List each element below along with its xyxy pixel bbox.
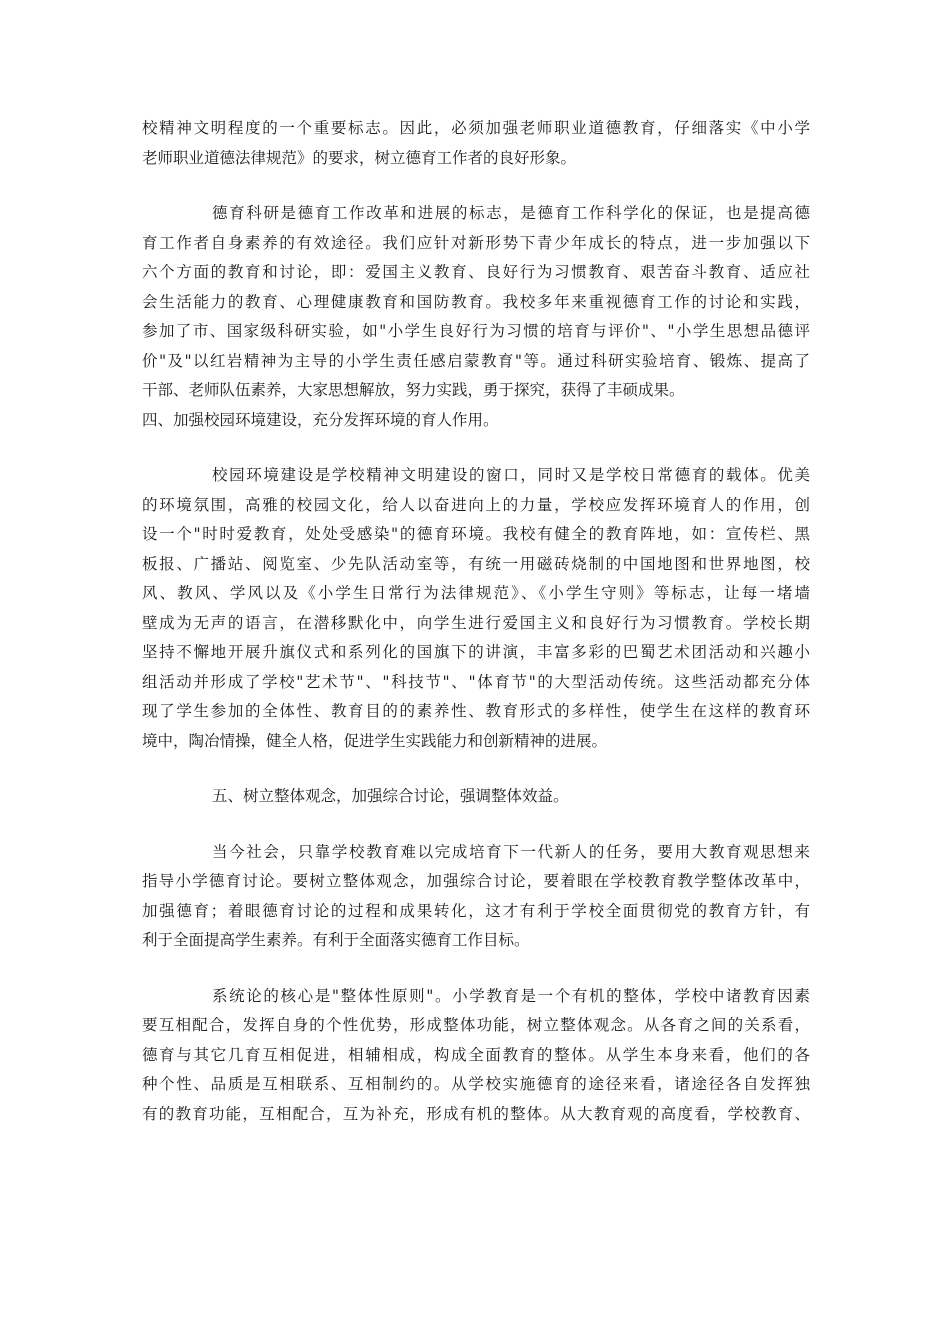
text-line: 德育与其它几育互相促进，相辅相成，构成全面教育的整体。从学生本身来看，他们的各 xyxy=(142,1045,810,1064)
text-line: 境中，陶冶情操，健全人格，促进学生实践能力和创新精神的进展。 xyxy=(142,731,608,750)
text-line: 板报、广播站、阅览室、少先队活动室等，有统一用磁砖烧制的中国地图和世界地图，校 xyxy=(142,554,810,573)
text-line: 六个方面的教育和讨论，即：爱国主义教育、良好行为习惯教育、艰苦奋斗教育、适应社 xyxy=(142,263,810,281)
text-line: 系统论的核心是"整体性原则"。小学教育是一个有机的整体，学校中诸教育因素 xyxy=(212,986,810,1005)
text-line: 壁成为无声的语言，在潜移默化中，向学生进行爱国主义和良好行为习惯教育。学校长期 xyxy=(142,613,810,632)
text-line: 现了学生参加的全体性、教育目的的素养性、教育形式的多样性，使学生在这样的教育环 xyxy=(142,702,810,720)
text-line: 校精神文明程度的一个重要标志。因此，必须加强老师职业道德教育，仔细落实《中小学 xyxy=(142,119,810,137)
paragraph-moral-research xyxy=(142,199,810,406)
paragraph-teacher-ethics xyxy=(142,114,810,173)
text-line: 会生活能力的教育、心理健康教育和国防教育。我校多年来重视德育工作的讨论和实践， xyxy=(142,292,810,311)
text-line: 种个性、品质是互相联系、互相制约的。从学校实施德育的途径来看，诸途径各自发挥独 xyxy=(142,1075,810,1093)
section-heading-4: 四、加强校园环境建设，充分发挥环境的育人作用。 xyxy=(142,410,499,429)
paragraph-systems-theory xyxy=(142,982,810,1130)
text-line: 当今社会，只靠学校教育难以完成培育下一代新人的任务，要用大教育观思想来 xyxy=(212,842,810,861)
text-line: 有的教育功能，互相配合，互为补充，形成有机的整体。从大教育观的高度看，学校教育、 xyxy=(142,1104,810,1123)
section-heading-5: 五、树立整体观念，加强综合讨论，强调整体效益。 xyxy=(212,787,569,805)
text-line: 坚持不懈地开展升旗仪式和系列化的国旗下的讲演，丰富多彩的巴蜀艺术团活动和兴趣小 xyxy=(142,643,810,661)
text-line: 老师职业道德法律规范》的要求，树立德育工作者的良好形象。 xyxy=(142,148,577,167)
text-line: 设一个"时时爱教育，处处受感染"的德育环境。我校有健全的教育阵地，如：宣传栏、黑 xyxy=(142,525,810,543)
text-line: 加强德育；着眼德育讨论的过程和成果转化，这才有利于学校全面贯彻党的教育方针，有 xyxy=(142,901,810,920)
text-line: 要互相配合，发挥自身的个性优势，形成整体功能，树立整体观念。从各育之间的关系看， xyxy=(142,1016,810,1034)
text-line: 利于全面提高学生素养。有利于全面落实德育工作目标。 xyxy=(142,931,530,949)
text-line: 指导小学德育讨论。要树立整体观念，加强综合讨论，要着眼在学校教育教学整体改革中， xyxy=(142,872,810,890)
text-line: 的环境氛围，高雅的校园文化，给人以奋进向上的力量，学校应发挥环境育人的作用，创 xyxy=(142,495,810,514)
paragraph-holistic-view xyxy=(142,838,810,956)
text-line: 育工作者自身素养的有效途径。我们应针对新形势下青少年成长的特点，进一步加强以下 xyxy=(142,233,810,252)
text-line: 风、教风、学风以及《小学生日常行为法律规范》、《小学生守则》等标志，让每一堵墙 xyxy=(142,584,810,602)
text-line: 价"及"以红岩精神为主导的小学生责任感启蒙教育"等。通过科研实验培育、锻炼、提高了 xyxy=(142,351,810,370)
text-line: 校园环境建设是学校精神文明建设的窗口，同时又是学校日常德育的载体。优美 xyxy=(212,466,810,484)
text-line: 组活动并形成了学校"艺术节"、"科技节"、"体育节"的大型活动传统。这些活动都充分体 xyxy=(142,672,810,691)
text-line: 德育科研是德育工作改革和进展的标志，是德育工作科学化的保证，也是提高德 xyxy=(212,204,810,222)
paragraph-campus-environment xyxy=(142,461,810,756)
document-body xyxy=(142,114,810,1129)
text-line: 干部、老师队伍素养，大家思想解放，努力实践，勇于探究，获得了丰硕成果。 xyxy=(142,381,685,399)
text-line: 参加了市、国家级科研实验，如"小学生良好行为习惯的培育与评价"、"小学生思想品德评 xyxy=(142,322,810,340)
